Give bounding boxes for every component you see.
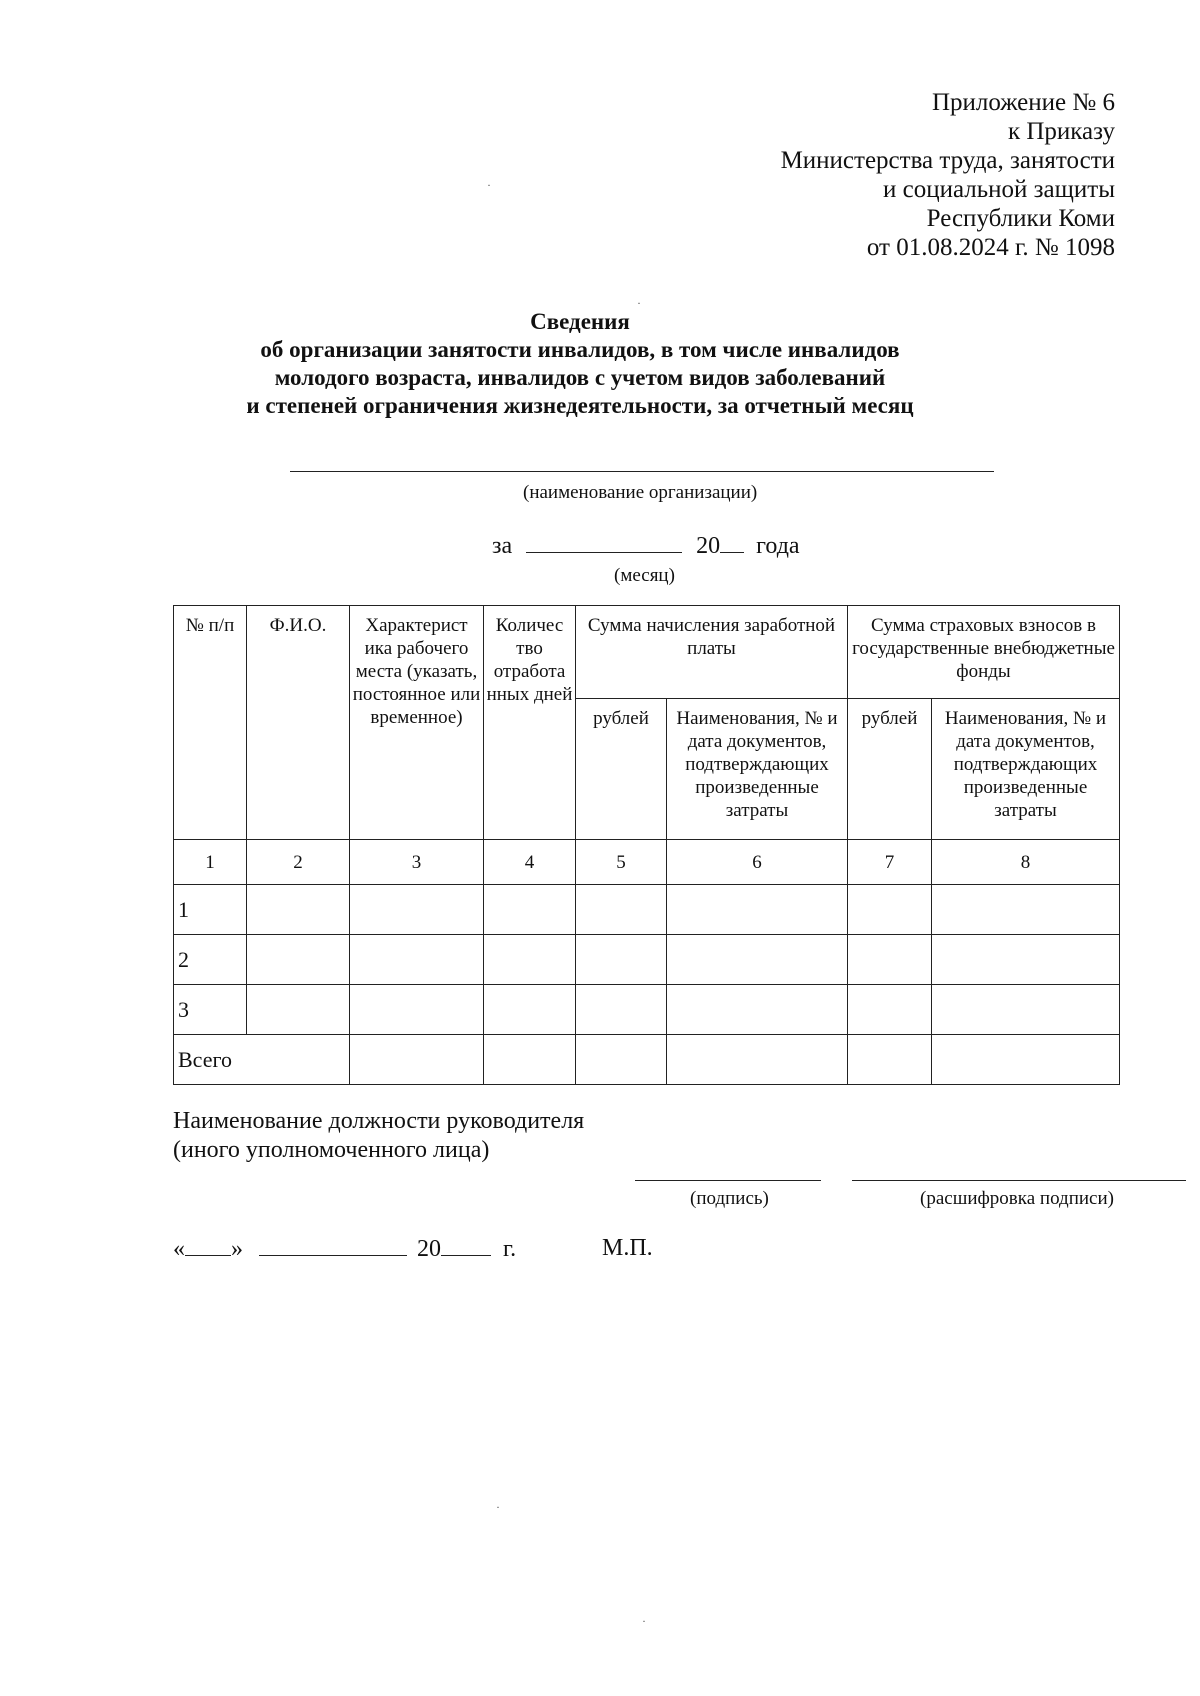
column-number: 2 (247, 840, 350, 885)
cell-salary-documents[interactable] (667, 885, 848, 935)
cell-days[interactable] (484, 935, 576, 985)
signatory-position (173, 1107, 584, 1165)
column-number-row (174, 840, 1120, 885)
signature-decode-caption: (расшифровка подписи) (920, 1188, 1114, 1209)
cell-salary-documents[interactable] (667, 935, 848, 985)
scan-speck: · (496, 1500, 500, 1514)
appendix-line: Министерства труда, занятости (780, 147, 1115, 174)
organization-caption: (наименование организации) (523, 482, 758, 503)
scan-speck: · (637, 296, 641, 310)
year-field[interactable] (720, 532, 744, 553)
stamp-place: М.П. (602, 1235, 653, 1261)
appendix-line: Приложение № 6 (931, 89, 1115, 116)
cell-salary-rubles[interactable] (576, 935, 667, 985)
appendix-line: Республики Коми (926, 205, 1115, 232)
header-salary-group: Сумма начисления заработной платы (576, 606, 848, 699)
appendix-block (515, 88, 1115, 262)
date-open-quote: « (173, 1236, 185, 1262)
header-insurance-rubles: рублей (848, 699, 932, 840)
cell-fio[interactable] (247, 935, 350, 985)
table-row (174, 885, 1120, 935)
date-year-suffix: г. (503, 1236, 517, 1262)
title-line: об организации занятости инвалидов, в том числе инвалидов (260, 337, 900, 362)
column-number: 1 (174, 840, 247, 885)
organization-name-line[interactable] (290, 471, 994, 472)
column-number: 6 (667, 840, 848, 885)
cell-days[interactable] (484, 985, 576, 1035)
total-label: Всего (174, 1035, 350, 1085)
header-insurance-group: Сумма страховых взносов в государственные внебюджетные фонды (848, 606, 1120, 699)
cell-total-insurance-documents[interactable] (932, 1035, 1120, 1085)
appendix-line: к Приказу (1007, 118, 1115, 145)
cell-workplace[interactable] (350, 985, 484, 1035)
header-num: № п/п (174, 606, 247, 840)
cell-insurance-rubles[interactable] (848, 885, 932, 935)
total-row (174, 1035, 1120, 1085)
appendix-line: от 01.08.2024 г. № 1098 (866, 234, 1115, 261)
report-table (173, 605, 1120, 1085)
month-field[interactable] (526, 532, 682, 553)
column-number: 3 (350, 840, 484, 885)
date-row (173, 1235, 516, 1263)
cell-workplace[interactable] (350, 935, 484, 985)
cell-total-salary-documents[interactable] (667, 1035, 848, 1085)
column-number: 5 (576, 840, 667, 885)
header-fio: Ф.И.О. (247, 606, 350, 840)
cell-insurance-documents[interactable] (932, 935, 1120, 985)
cell-insurance-documents[interactable] (932, 885, 1120, 935)
header-days: Количес тво отработа нных дней (484, 606, 576, 840)
header-insurance-documents: Наименования, № и дата документов, подтверждающих произведенные затраты (932, 699, 1120, 840)
header-salary-rubles: рублей (576, 699, 667, 840)
header-workplace: Характерист ика рабочего места (указать, постоянное или временное) (350, 606, 484, 840)
cell-salary-rubles[interactable] (576, 985, 667, 1035)
appendix-line: и социальной защиты (882, 176, 1115, 203)
date-year-prefix: 20 (417, 1236, 441, 1262)
period-prefix: за (492, 533, 513, 559)
table-row (174, 935, 1120, 985)
signatory-position-line: (иного уполномоченного лица) (173, 1137, 490, 1163)
signatory-position-line: Наименование должности руководителя (173, 1108, 585, 1134)
row-number: 2 (174, 935, 247, 985)
signature-decode-line[interactable] (852, 1180, 1186, 1181)
column-number: 4 (484, 840, 576, 885)
cell-total-insurance-rubles[interactable] (848, 1035, 932, 1085)
period-year-suffix: года (756, 533, 800, 559)
title-heading: Сведения (530, 309, 630, 334)
cell-insurance-rubles[interactable] (848, 935, 932, 985)
column-number: 7 (848, 840, 932, 885)
title-line: молодого возраста, инвалидов с учетом видов заболеваний (274, 365, 886, 390)
cell-insurance-rubles[interactable] (848, 985, 932, 1035)
header-salary-documents: Наименования, № и дата документов, подтверждающих произведенные затраты (667, 699, 848, 840)
document-title (230, 308, 930, 420)
date-close-quote: » (231, 1236, 243, 1262)
signature-caption: (подпись) (690, 1188, 769, 1209)
signature-line[interactable] (635, 1180, 821, 1181)
cell-total-salary-rubles[interactable] (576, 1035, 667, 1085)
day-field[interactable] (185, 1235, 231, 1256)
cell-workplace[interactable] (350, 885, 484, 935)
scan-speck: · (487, 178, 491, 192)
table-row (174, 985, 1120, 1035)
cell-total-workplace[interactable] (350, 1035, 484, 1085)
title-line: и степеней ограничения жизнедеятельности, за отчетный месяц (246, 393, 914, 418)
column-number: 8 (932, 840, 1120, 885)
row-number: 3 (174, 985, 247, 1035)
date-month-field[interactable] (259, 1235, 407, 1256)
period-row (492, 532, 800, 560)
row-number: 1 (174, 885, 247, 935)
cell-salary-documents[interactable] (667, 985, 848, 1035)
cell-total-days[interactable] (484, 1035, 576, 1085)
month-caption: (месяц) (614, 565, 675, 586)
date-year-field[interactable] (441, 1235, 491, 1256)
cell-insurance-documents[interactable] (932, 985, 1120, 1035)
cell-days[interactable] (484, 885, 576, 935)
cell-fio[interactable] (247, 885, 350, 935)
scan-speck: · (642, 1614, 646, 1628)
cell-fio[interactable] (247, 985, 350, 1035)
cell-salary-rubles[interactable] (576, 885, 667, 935)
period-year-prefix: 20 (696, 533, 721, 559)
